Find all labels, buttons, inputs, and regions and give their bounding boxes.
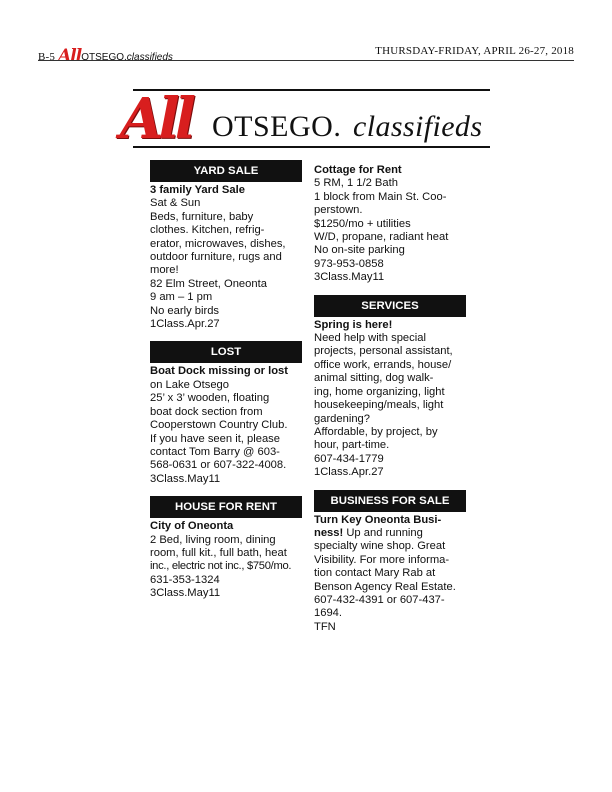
brand-all-small: All bbox=[58, 46, 82, 66]
ad-line: Need help with special bbox=[314, 332, 426, 345]
ad-line: 973-953-0858 bbox=[314, 257, 384, 270]
ad-line: more! bbox=[150, 264, 179, 277]
ad-line: Sat & Sun bbox=[150, 197, 201, 210]
ad-line: animal sitting, dog walk- bbox=[314, 372, 434, 385]
running-header bbox=[38, 43, 574, 66]
section-header-yard-sale: YARD SALE bbox=[150, 160, 302, 182]
masthead-all: All bbox=[120, 86, 191, 152]
ad-code: 1Class.Apr.27 bbox=[150, 318, 220, 331]
ad-line: Beds, furniture, baby bbox=[150, 210, 254, 223]
ad-line: 9 am – 1 pm bbox=[150, 291, 213, 304]
ad-line: inc., electric not inc., $750/mo. bbox=[150, 560, 292, 573]
ad-line: ing, home organizing, light bbox=[314, 385, 445, 398]
ad-line: If you have seen it, please bbox=[150, 432, 280, 445]
ad-line: Benson Agency Real Estate. bbox=[314, 580, 456, 593]
ad-line: projects, personal assistant, bbox=[314, 345, 453, 358]
masthead-otsego: OTSEGO. bbox=[212, 110, 342, 143]
section-header-lost: LOST bbox=[150, 341, 302, 363]
ad-line: 1 block from Main St. Coo- bbox=[314, 190, 447, 203]
ad-title-continued: ness! bbox=[314, 526, 344, 539]
ad-line: 568-0631 or 607-322-4008. bbox=[150, 459, 287, 472]
ad-line: W/D, propane, radiant heat bbox=[314, 231, 449, 244]
ad-line: No early birds bbox=[150, 304, 220, 317]
ad-title: City of Oneonta bbox=[150, 520, 234, 533]
ad-code: 1Class.Apr.27 bbox=[314, 466, 384, 479]
ad-line: 82 Elm Street, Oneonta bbox=[150, 277, 267, 290]
ad-line: room, full kit., full bath, heat bbox=[150, 546, 287, 559]
ad-title: Cottage for Rent bbox=[314, 164, 402, 176]
ad-code: 3Class.May11 bbox=[150, 587, 221, 600]
brand-otsego-small: OTSEGO. bbox=[81, 52, 127, 63]
ad-title: Spring is here! bbox=[314, 318, 393, 331]
issue-date: THURSDAY-FRIDAY, APRIL 26-27, 2018 bbox=[375, 45, 574, 57]
ad-line: housekeeping/meals, light bbox=[314, 399, 444, 412]
ad-title: Turn Key Oneonta Busi- bbox=[314, 513, 442, 526]
services-section bbox=[314, 295, 466, 480]
section-header-business-for-sale: BUSINESS FOR SALE bbox=[314, 490, 466, 512]
running-header-brand bbox=[38, 45, 173, 65]
ad-line: boat dock section from bbox=[150, 405, 263, 418]
ad-line: outdoor furniture, rugs and bbox=[150, 251, 282, 264]
cottage-for-rent-ad bbox=[314, 164, 466, 285]
lost-section bbox=[150, 341, 302, 486]
ad-line: clothes. Kitchen, refrig- bbox=[150, 224, 265, 237]
masthead-rule-bottom bbox=[133, 146, 490, 148]
ad-code: TFN bbox=[314, 620, 336, 633]
section-header-services: SERVICES bbox=[314, 295, 466, 317]
ad-title: 3 family Yard Sale bbox=[150, 184, 245, 196]
ad-line: Affordable, by project, by bbox=[314, 425, 438, 438]
ad-line: hour, part-time. bbox=[314, 439, 390, 452]
ad-line: gardening? bbox=[314, 412, 370, 425]
ad-line: 607-434-1779 bbox=[314, 452, 384, 465]
ad-line: office work, errands, house/ bbox=[314, 358, 452, 371]
right-column bbox=[314, 164, 466, 644]
ad-line: 607-432-4391 or 607-437- bbox=[314, 593, 445, 606]
ad-line-text: Up and running bbox=[343, 526, 423, 539]
ad-line: tion contact Mary Rab at bbox=[314, 567, 436, 580]
ad-code: 3Class.May11 bbox=[314, 271, 385, 284]
masthead-logo bbox=[120, 86, 500, 152]
ad-line: erator, microwaves, dishes, bbox=[150, 237, 286, 250]
ad-title: Boat Dock missing or lost bbox=[150, 365, 289, 378]
ad-line bbox=[314, 527, 466, 540]
brand-classifieds-small: classifieds bbox=[126, 52, 173, 63]
ad-code: 3Class.May11 bbox=[150, 472, 221, 485]
ad-line: 25’ x 3’ wooden, floating bbox=[150, 392, 270, 405]
ad-line: on Lake Otsego bbox=[150, 378, 229, 391]
header-divider bbox=[38, 60, 574, 61]
ad-line: Cooperstown Country Club. bbox=[150, 419, 288, 432]
ad-line: 631-353-1324 bbox=[150, 573, 220, 586]
business-for-sale-section bbox=[314, 490, 466, 635]
ad-line: specialty wine shop. Great bbox=[314, 540, 446, 553]
ad-line: Visibility. For more informa- bbox=[314, 553, 450, 566]
section-header-house-for-rent: HOUSE FOR RENT bbox=[150, 496, 302, 518]
ad-line: No on-site parking bbox=[314, 244, 405, 257]
masthead-classifieds: classifieds bbox=[353, 110, 483, 143]
ad-line: perstown. bbox=[314, 204, 363, 217]
ad-line: contact Tom Barry @ 603- bbox=[150, 445, 280, 458]
house-for-rent-section bbox=[150, 496, 302, 600]
ad-line: 5 RM, 1 1/2 Bath bbox=[314, 177, 398, 190]
left-column bbox=[150, 160, 302, 611]
yard-sale-section bbox=[150, 160, 302, 331]
ad-line: 1694. bbox=[314, 607, 342, 620]
ad-line: 2 Bed, living room, dining bbox=[150, 533, 276, 546]
page-number: B-5 bbox=[38, 51, 56, 63]
ad-line: $1250/mo + utilities bbox=[314, 217, 411, 230]
